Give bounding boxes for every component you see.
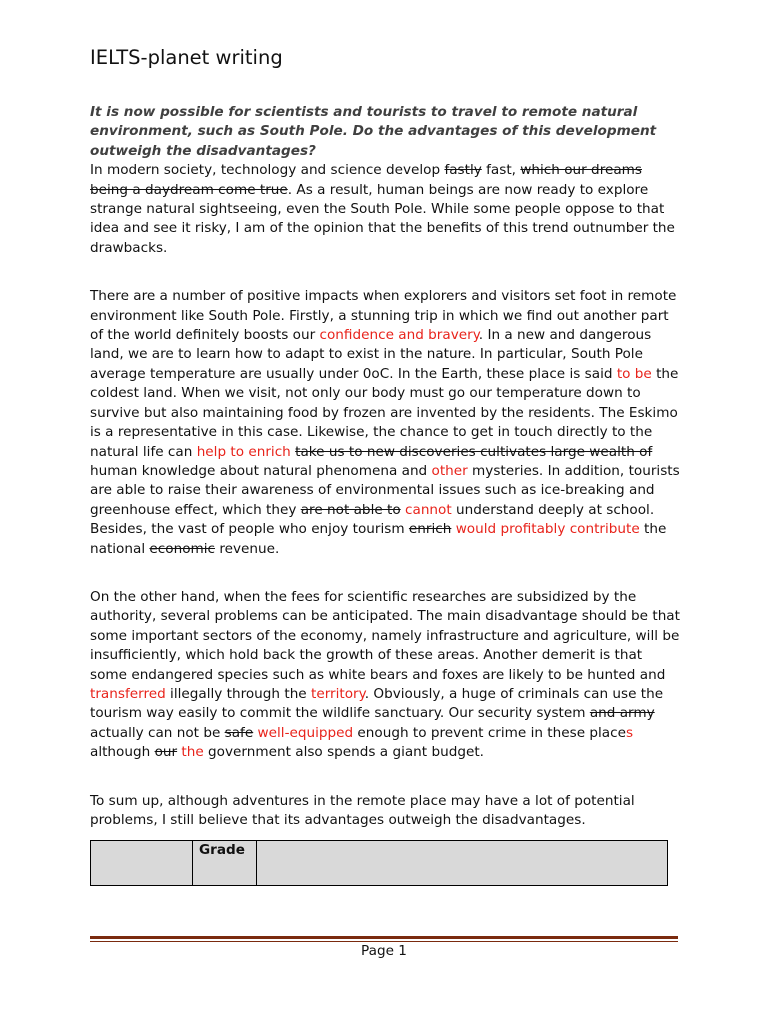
text-run: . As a result, human beings are now ready to explore strange natural sightseeing, even the South Pole. While some people oppose to that idea and see it risky, I am of the opinion that the benefits of this trend outnumber the drawbacks.: [90, 181, 675, 256]
deleted-text: are not able to: [300, 501, 401, 518]
correction-text: well-equipped: [257, 724, 354, 741]
document-title: IELTS-planet writing: [90, 46, 283, 69]
correction-text: confidence and bravery: [319, 327, 479, 344]
correction-text: the: [181, 744, 204, 761]
correction-text: territory: [311, 685, 365, 702]
deleted-text: enrich: [408, 521, 452, 538]
correction-text: to be: [616, 365, 652, 382]
essay-body: [90, 103, 680, 830]
grade-table-blank-cell: [91, 841, 193, 886]
deleted-text: fastly: [444, 162, 482, 179]
page-number: Page 1: [361, 943, 407, 959]
essay-question: It is now possible for scientists and tourists to travel to remote natural environment, such as South Pole. Do the advantages of this development outweigh the disadvantages?: [90, 104, 657, 159]
correction-text: help to enrich: [196, 443, 291, 460]
correction-text: other: [431, 462, 468, 479]
correction-text: transferred: [90, 685, 166, 702]
paragraph-gap: [90, 763, 680, 792]
paragraph-gap: [90, 258, 680, 287]
paragraph-disadvantages: [90, 588, 680, 763]
text-run: the coldest land. When we visit, not only our body must go our temperature down to survive but also maintaining food by frozen are invented by the residents. The Eskimo is a representative in this case. Likewise, the chance to get in touch directly to the natural life can: [90, 365, 679, 460]
footer-rule-thick: [90, 936, 678, 939]
text-run: understand deeply at school. Besides, the vast of people who enjoy tourism: [90, 501, 655, 538]
correction-text: would profitably contribute: [455, 521, 640, 538]
deleted-text: safe: [224, 724, 254, 741]
text-run: There are a number of positive impacts when explorers and visitors set foot in remote environment like South Pole. Firstly, a stunning trip in which we find out another part of the world definitely boosts our: [90, 288, 677, 344]
text-run: actually can not be: [90, 724, 225, 741]
text-run: . Obviously, a huge of criminals can use the tourism way easily to commit the wildlife sanctuary. Our security system: [90, 685, 664, 722]
text-run: . In a new and dangerous land, we are to learn how to adapt to exist in the nature. In particular, South Pole average temperature are usually under 0oC. In the Earth, these place is said: [90, 327, 652, 382]
correction-text: s: [625, 724, 634, 741]
text-run: human knowledge about natural phenomena and: [90, 462, 432, 479]
correction-text: cannot: [405, 501, 452, 518]
deleted-text: our: [154, 744, 178, 761]
table-row: [91, 841, 668, 886]
text-run: although: [90, 744, 155, 761]
deleted-text: economic: [149, 540, 216, 557]
deleted-text: and army: [589, 705, 655, 722]
paragraph-introduction: [90, 161, 680, 258]
deleted-text: which our dreams being a daydream come true: [90, 162, 642, 198]
text-run: the national: [90, 521, 667, 557]
text-run: illegally through the: [165, 685, 311, 702]
grade-table: [90, 840, 668, 886]
deleted-text: take us to new discoveries cultivates large wealth of: [295, 443, 653, 460]
text-run: government also spends a giant budget.: [203, 744, 484, 761]
grade-label-cell: Grade: [193, 841, 257, 886]
footer-rule-thin: [90, 941, 678, 942]
text-run: In modern society, technology and science develop: [90, 162, 445, 179]
text-run: revenue.: [215, 540, 280, 557]
paragraph-gap: [90, 559, 680, 588]
grade-value-cell: [257, 841, 668, 886]
text-run: mysteries. In addition, tourists are able to raise their awareness of environmental issues such as ice-breaking and greenhouse effect, which they: [90, 462, 680, 518]
text-run: On the other hand, when the fees for scientific researches are subsidized by the authority, several problems can be anticipated. The main disadvantage should be that some important sectors of the economy, namely infrastructure and agriculture, will be insufficiently, which hold back the growth of these areas. Another demerit is that some endangered species such as white bears and foxes are likely to be hunted and: [90, 588, 680, 683]
paragraph-advantages: [90, 287, 680, 559]
text-run: fast,: [481, 162, 521, 179]
paragraph-conclusion: To sum up, although adventures in the remote place may have a lot of potential problems, I still believe that its advantages outweigh the disadvantages.: [90, 792, 635, 828]
text-run: enough to prevent crime in these place: [353, 724, 626, 741]
